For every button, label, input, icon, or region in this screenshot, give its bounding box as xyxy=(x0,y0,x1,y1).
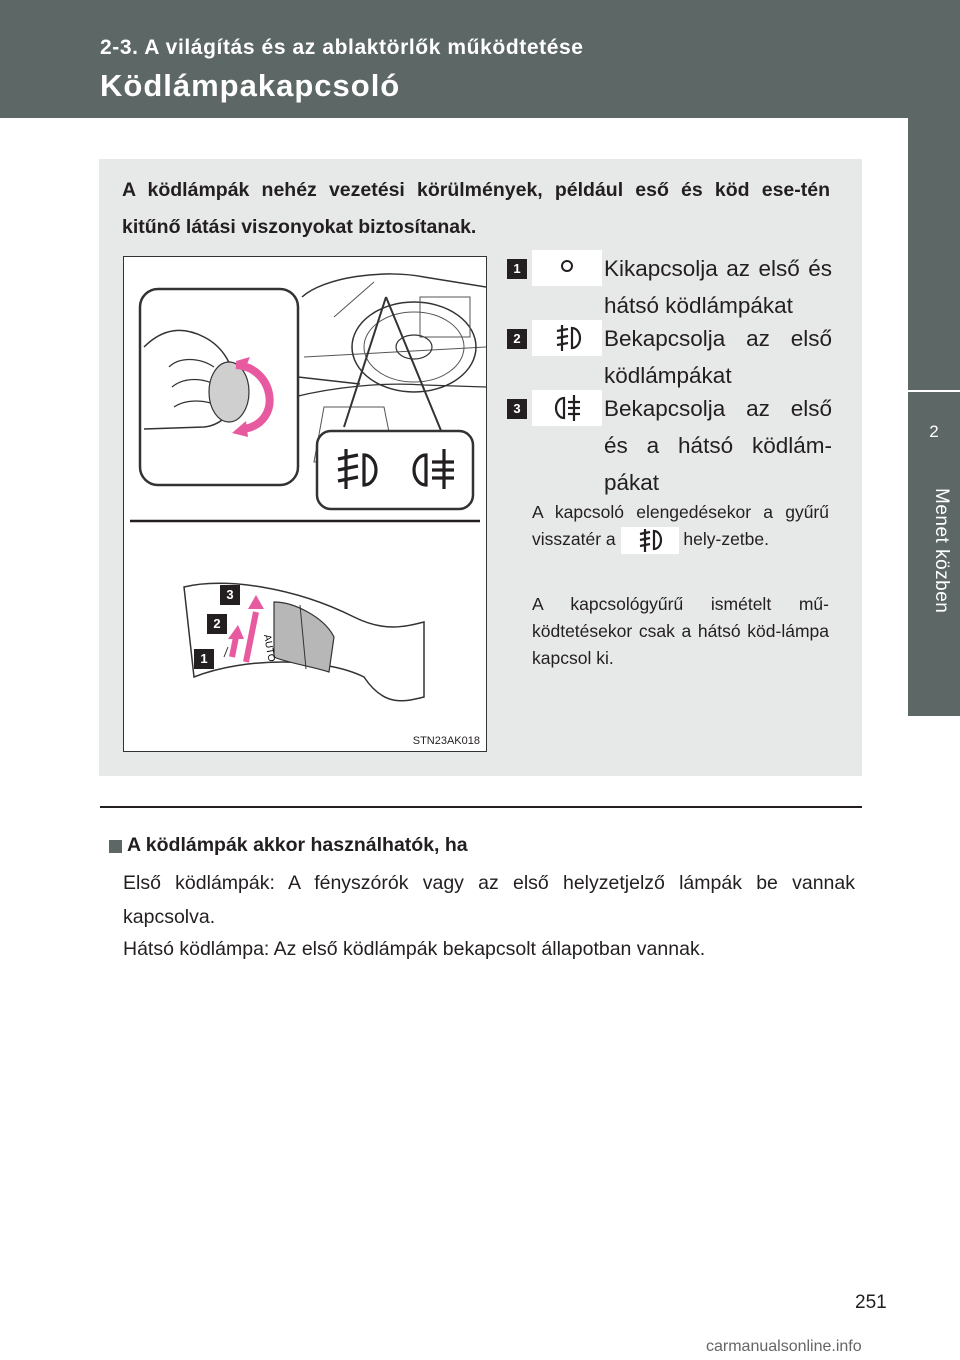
chapter-side-tab[interactable] xyxy=(908,392,960,716)
front-fog-lamp-icon xyxy=(621,527,679,554)
callout-2: 2 xyxy=(207,614,227,634)
note-repeat: A kapcsológyűrű ismételt mű-ködtetésekor csak a hátsó köd-lámpa kapcsol ki. xyxy=(532,594,829,668)
note-return-before: A kapcsoló elengedésekor a gyűrű visszatér a xyxy=(532,502,829,549)
watermark: carmanualsonline.info xyxy=(706,1338,862,1355)
item-text: Kikapcsolja az első és hátsó ködlámpákat xyxy=(604,256,832,318)
item-text: Bekapcsolja az első ködlámpákat xyxy=(604,326,832,388)
item-badge: 2 xyxy=(507,329,527,349)
bullet-square-icon xyxy=(109,840,122,853)
note-return-after: hely-zetbe. xyxy=(683,529,769,549)
section-heading: 2-3. A világítás és az ablaktörlők működtetése xyxy=(100,36,584,59)
side-tab-bar xyxy=(908,118,960,390)
item-text: Bekapcsolja az első és a hátsó ködlám-pákat xyxy=(604,396,832,495)
chapter-header xyxy=(0,0,960,118)
front-fog-lamp-icon xyxy=(532,320,602,356)
chapter-number: 2 xyxy=(929,422,939,441)
page-title: Ködlámpakapcsoló xyxy=(100,68,401,103)
page-number: 251 xyxy=(855,1292,887,1313)
illustration-drawing xyxy=(124,257,486,751)
fog-switch-illustration xyxy=(123,256,487,752)
usable-rear-text: Hátsó ködlámpa: Az első ködlámpák bekapcsolt állapotban vannak. xyxy=(123,938,706,960)
chapter-label: Menet közben xyxy=(931,488,952,614)
illustration-code: STN23AK018 xyxy=(412,735,480,747)
usable-front-text: Első ködlámpák: A fényszórók vagy az első helyzetjelző lámpák be vannak kapcsolva. xyxy=(123,872,855,928)
usable-heading: A ködlámpák akkor használhatók, ha xyxy=(127,834,468,856)
item-badge: 1 xyxy=(507,259,527,279)
note-return xyxy=(532,499,829,554)
off-circle-icon xyxy=(532,250,602,286)
stalk-auto-label: AUTO xyxy=(261,633,277,663)
section-divider xyxy=(100,806,862,808)
rear-fog-lamp-icon xyxy=(532,390,602,426)
callout-3: 3 xyxy=(220,585,240,605)
item-badge: 3 xyxy=(507,399,527,419)
intro-text: A ködlámpák nehéz vezetési körülmények, például eső és köd ese-tén kitűnő látási viszonyokat biztosítanak. xyxy=(122,179,830,238)
callout-1: 1 xyxy=(194,649,214,669)
